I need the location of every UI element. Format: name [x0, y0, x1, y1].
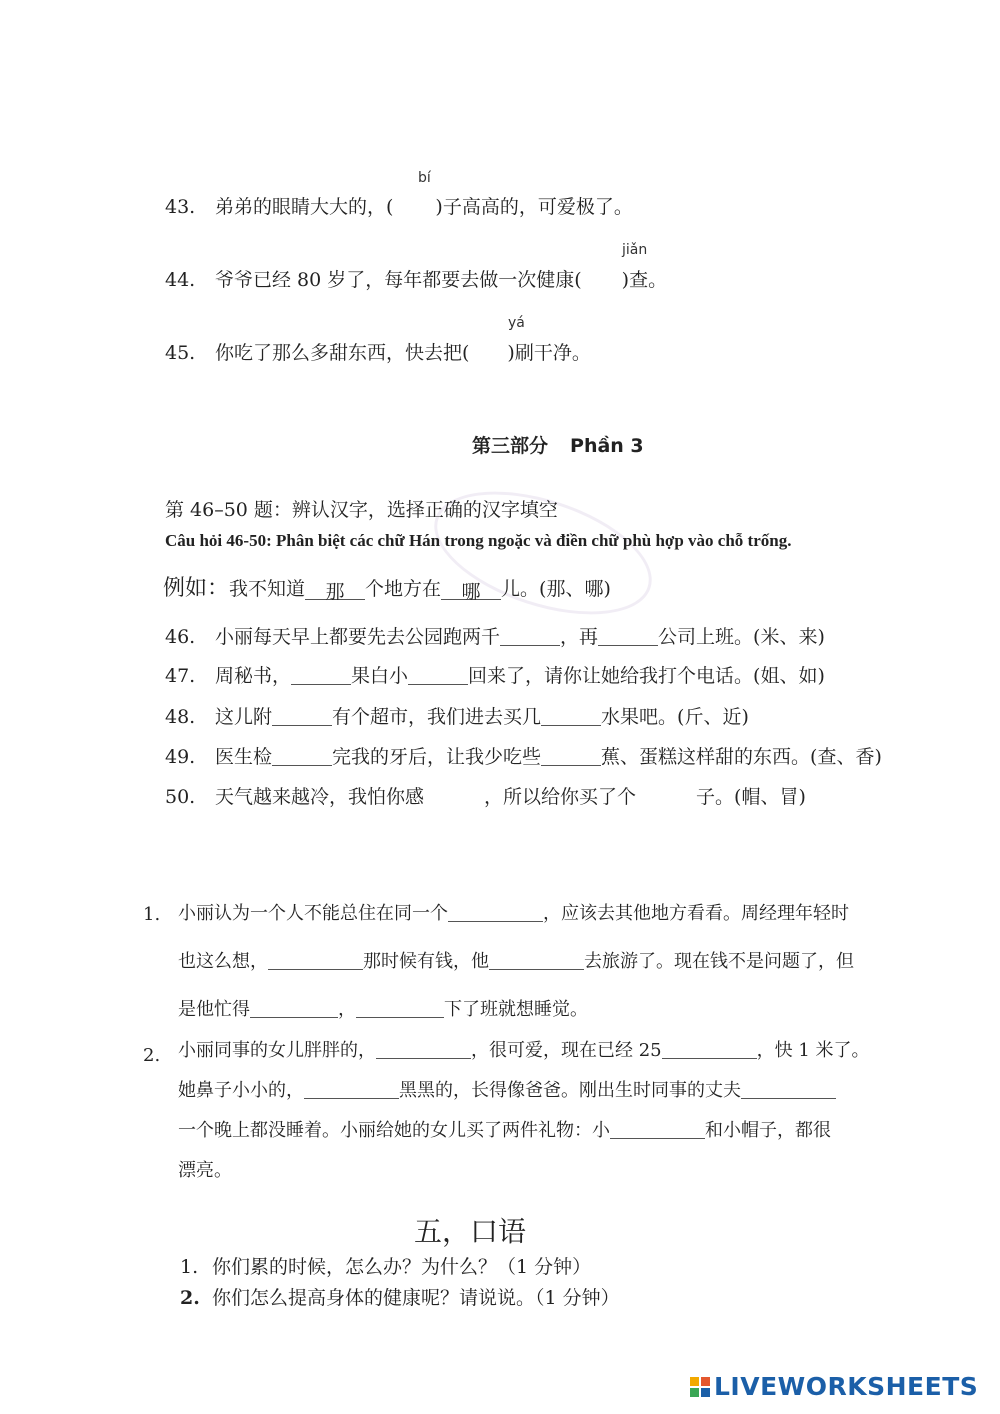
question-number: 50.	[165, 786, 196, 808]
question-text: 回来了，请你让她给我打个电话。(姐、如)	[468, 665, 825, 687]
paragraph-line	[178, 938, 854, 986]
question-number: 45.	[165, 342, 196, 364]
paragraph-text: 小丽认为一个人不能总住在同一个	[178, 903, 448, 924]
example-answer-2: 哪	[441, 577, 501, 600]
answer-blank-p2-5[interactable]	[610, 1120, 705, 1139]
question-number: 43.	[165, 196, 196, 218]
answer-blank-46b[interactable]	[598, 627, 658, 646]
question-number: 46.	[165, 626, 196, 648]
answer-blank-46a[interactable]	[500, 627, 560, 646]
liveworksheets-logo-text: LIVEWORKSHEETS	[714, 1372, 979, 1401]
question-text: ，再	[560, 626, 599, 648]
liveworksheets-logo-icon	[690, 1377, 710, 1397]
answer-blank-p1-4[interactable]	[250, 999, 338, 1018]
example-label: 例如：	[163, 576, 230, 601]
paragraph-text: 也这么想，	[178, 951, 268, 972]
example-text: 儿。(那、哪)	[501, 578, 611, 600]
pinyin-44: jiǎn	[622, 242, 648, 258]
example-answer-1: 那	[305, 577, 365, 600]
paragraph-question-2	[178, 1031, 870, 1191]
oral-number: 2.	[180, 1287, 200, 1309]
paragraph-text: ，快 1 米了。	[756, 1040, 870, 1061]
question-text-before: 你吃了那么多甜东西，快去把(	[215, 342, 470, 364]
liveworksheets-logo	[690, 1372, 978, 1401]
paragraph-text: 是他忙得	[178, 999, 250, 1020]
question-50	[165, 782, 806, 809]
question-43	[165, 192, 633, 219]
paragraph-number-1: 1.	[143, 904, 161, 925]
oral-section-title: 五，口语	[414, 1215, 527, 1248]
answer-blank-p2-1[interactable]	[376, 1040, 471, 1059]
question-text: 水果吧。(斤、近)	[601, 706, 749, 728]
paragraph-line	[178, 1071, 870, 1111]
question-text: 果白小	[351, 665, 409, 687]
paragraph-number-2: 2.	[143, 1045, 161, 1066]
question-text-after: )查。	[621, 269, 668, 291]
oral-text: 你们怎么提高身体的健康呢？请说说。（1 分钟）	[212, 1287, 620, 1309]
paragraph-line	[178, 986, 854, 1034]
paragraph-question-1	[178, 890, 854, 1034]
example-text: 个地方在	[365, 578, 442, 600]
question-text: 周秘书，	[215, 665, 292, 687]
answer-blank-49a[interactable]	[272, 747, 332, 766]
paragraph-line	[178, 890, 854, 938]
paragraph-text: 那时候有钱，他	[363, 951, 489, 972]
paragraph-text: 和小帽子，都很	[705, 1120, 831, 1141]
paragraph-text: 黑黑的，长得像爸爸。刚出生时同事的丈夫	[399, 1080, 741, 1101]
oral-question-2	[180, 1283, 620, 1310]
paragraph-text: 下了班就想睡觉。	[444, 999, 588, 1020]
question-text: ，所以给你买了个	[484, 786, 637, 808]
part3-heading-vn: Phần 3	[570, 435, 644, 457]
question-text-after: )刷干净。	[507, 342, 591, 364]
part3-instruction-cn: 第 46–50 题：辨认汉字，选择正确的汉字填空	[165, 499, 558, 521]
question-number: 48.	[165, 706, 196, 728]
paragraph-line	[178, 1031, 870, 1071]
answer-blank-p2-2[interactable]	[662, 1040, 757, 1059]
oral-number: 1.	[180, 1256, 199, 1278]
question-49	[165, 742, 882, 769]
question-text-before: 弟弟的眼睛大大的，(	[215, 196, 394, 218]
question-text: 蕉、蛋糕这样甜的东西。(查、香)	[601, 746, 882, 768]
paragraph-text: ，很可爱，现在已经 25	[471, 1040, 662, 1061]
question-number: 47.	[165, 665, 196, 687]
oral-question-1	[180, 1252, 591, 1279]
watermark	[419, 468, 667, 639]
question-text-before: 爷爷已经 80 岁了，每年都要去做一次健康(	[215, 269, 582, 291]
pinyin-43: bí	[418, 170, 431, 186]
question-46	[165, 622, 825, 649]
answer-blank-p2-4[interactable]	[741, 1080, 836, 1099]
question-text: 这儿附	[215, 706, 273, 728]
answer-blank-48a[interactable]	[272, 707, 332, 726]
question-45	[165, 338, 591, 365]
part3-heading-cn: 第三部分	[472, 435, 549, 457]
pinyin-45: yá	[508, 315, 525, 331]
answer-blank-47a[interactable]	[291, 666, 351, 685]
answer-blank-p1-2[interactable]	[268, 951, 363, 970]
question-text: 公司上班。(米、来)	[658, 626, 825, 648]
oral-text: 你们累的时候，怎么办？为什么？（1 分钟）	[212, 1256, 592, 1278]
part3-heading	[472, 431, 644, 458]
answer-blank-p2-3[interactable]	[304, 1080, 399, 1099]
part3-instruction-vn: Câu hỏi 46-50: Phân biệt các chữ Hán trong ngoặc và điền chữ phù hợp vào chỗ trống.	[165, 531, 792, 550]
question-text: 子。(帽、冒)	[696, 786, 806, 808]
question-text: 天气越来越冷，我怕你感	[215, 786, 425, 808]
question-text: 医生检	[215, 746, 273, 768]
answer-blank-p1-5[interactable]	[356, 999, 444, 1018]
paragraph-text: 漂亮。	[178, 1160, 232, 1181]
paragraph-text: 去旅游了。现在钱不是问题了，但	[584, 951, 854, 972]
answer-blank-p1-1[interactable]	[448, 903, 543, 922]
question-number: 44.	[165, 269, 196, 291]
answer-blank-49b[interactable]	[541, 747, 601, 766]
paragraph-text: ，应该去其他地方看看。周经理年轻时	[543, 903, 849, 924]
question-text: 完我的牙后，让我少吃些	[332, 746, 542, 768]
example-text: 我不知道	[229, 578, 306, 600]
question-47	[165, 661, 825, 688]
paragraph-text: 小丽同事的女儿胖胖的，	[178, 1040, 376, 1061]
paragraph-line	[178, 1151, 870, 1191]
answer-blank-47b[interactable]	[408, 666, 468, 685]
answer-blank-p1-3[interactable]	[489, 951, 584, 970]
question-text: 小丽每天早上都要先去公园跑两千	[215, 626, 501, 648]
paragraph-text: ，	[338, 999, 356, 1020]
question-text-after: )子高高的，可爱极了。	[435, 196, 633, 218]
paragraph-text: 一个晚上都没睡着。小丽给她的女儿买了两件礼物：小	[178, 1120, 610, 1141]
paragraph-line	[178, 1111, 870, 1151]
answer-blank-48b[interactable]	[541, 707, 601, 726]
question-text: 有个超市，我们进去买几	[332, 706, 542, 728]
question-number: 49.	[165, 746, 196, 768]
example-line	[163, 571, 611, 602]
paragraph-text: 她鼻子小小的，	[178, 1080, 304, 1101]
question-48	[165, 702, 749, 729]
question-44	[165, 265, 667, 292]
